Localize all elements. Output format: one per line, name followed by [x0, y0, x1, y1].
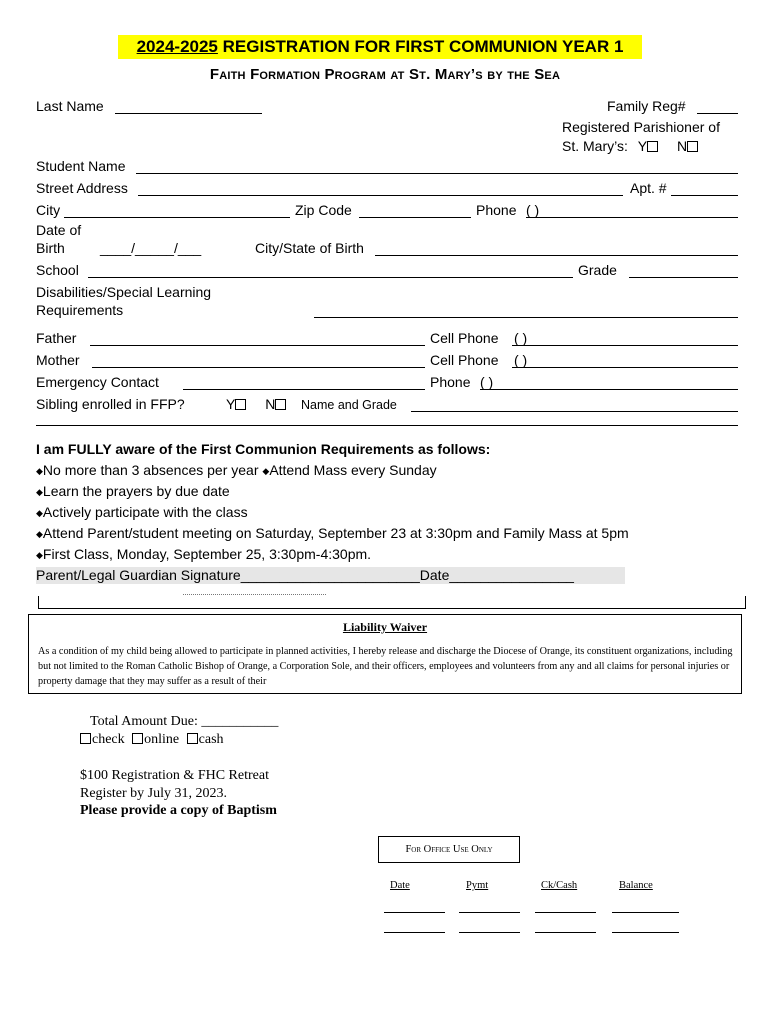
requirement-participate: Actively participate with the class [42, 504, 248, 520]
signature-date-line[interactable]: Parent/Legal Guardian Signature_______________________Date________________ [36, 567, 574, 583]
office-check-cash-field-1[interactable] [535, 912, 596, 913]
city-state-birth-label: City/State of Birth [255, 240, 364, 256]
requirement-mass: Attend Mass every Sunday [269, 462, 437, 478]
last-name-label: Last Name [36, 98, 104, 114]
street-address-label: Street Address [36, 180, 128, 196]
emergency-phone-area-code: ( ) [480, 374, 494, 390]
registered-parishioner-options [562, 138, 699, 155]
zip-label: Zip Code [295, 202, 352, 218]
office-use-title: For Office Use Only [405, 844, 493, 855]
office-use-box [378, 836, 520, 863]
requirement-first-class: First Class, Monday, September 25, 3:30pm-4:30pm. [42, 546, 372, 562]
form-title-highlight [118, 35, 642, 59]
liability-waiver-box [28, 614, 742, 694]
office-date-field-2[interactable] [384, 932, 445, 933]
divider-bracket [38, 596, 746, 609]
sibling-no-checkbox[interactable] [275, 399, 286, 410]
st-marys-label: St. Mary’s: [562, 138, 628, 154]
student-name-label: Student Name [36, 158, 126, 174]
mother-cell-area-code: ( ) [514, 352, 528, 368]
liability-waiver-title: Liability Waiver [342, 620, 428, 634]
office-col-payment: Pymt [466, 880, 489, 891]
title-year: 2024-2025 [136, 37, 218, 56]
mother-cell-field[interactable] [512, 367, 738, 368]
cash-checkbox[interactable] [187, 733, 198, 744]
sibling-no-label: N [265, 396, 276, 412]
registration-deadline: Register by July 31, 2023. [80, 786, 227, 801]
disabilities-label: Disabilities/Special Learning [36, 284, 212, 300]
requirements-heading: I am FULLY aware of the First Communion Requirements as follows: [36, 441, 491, 457]
office-date-field-1[interactable] [384, 912, 445, 913]
family-reg-field[interactable] [697, 113, 738, 114]
birth-label: Birth [36, 240, 65, 256]
city-state-birth-field[interactable] [375, 255, 738, 256]
grade-field[interactable] [629, 277, 738, 278]
no-label: N [677, 138, 688, 154]
sibling-options [226, 396, 287, 413]
date-of-label: Date of [36, 222, 82, 238]
requirement-item-4 [36, 525, 629, 543]
baptism-notice: Please provide a copy of Baptism [80, 803, 277, 818]
phone-area-code: ( ) [526, 202, 540, 218]
liability-waiver-text: As a condition of my child being allowed to participate in planned activities, I hereby release and discharge the Diocese of Orange, its constituent organizations, including but not limited to the Roman Catholic Bishop of Orange, a Corporation Sole, and their officers, employees and volunteers from any and all claims for personal injuries or property damage that they may suffer as a result of their [38, 646, 733, 687]
street-address-field[interactable] [138, 195, 623, 196]
sibling-label: Sibling enrolled in FFP? [36, 396, 185, 412]
sibling-yes-checkbox[interactable] [235, 399, 246, 410]
office-col-balance: Balance [619, 880, 653, 891]
bullet-icon: ◆ [36, 529, 43, 539]
requirement-meeting: Attend Parent/student meeting on Saturday, September 23 at 3:30pm and Family Mass at 5pm [42, 525, 629, 541]
bullet-icon: ◆ [36, 508, 43, 518]
father-cell-area-code: ( ) [514, 330, 528, 346]
city-label: City [36, 202, 61, 218]
cash-label: cash [198, 732, 224, 747]
office-col-date: Date [390, 880, 410, 891]
requirement-prayers: Learn the prayers by due date [42, 483, 230, 499]
sibling-yes-label: Y [226, 396, 236, 412]
requirement-absences: No more than 3 absences per year [42, 462, 263, 478]
bullet-icon: ◆ [36, 487, 43, 497]
emergency-contact-field[interactable] [183, 389, 425, 390]
school-label: School [36, 262, 79, 278]
signature-highlight [36, 567, 625, 584]
form-subtitle: Faith Formation Program at St. Mary’s by the Sea [209, 66, 561, 83]
mother-field[interactable] [92, 367, 425, 368]
requirement-item-1 [36, 462, 437, 480]
zip-field[interactable] [359, 217, 471, 218]
mother-label: Mother [36, 352, 80, 368]
bullet-icon: ◆ [36, 550, 43, 560]
emergency-phone-label: Phone [430, 374, 471, 390]
requirements-label: Requirements [36, 302, 124, 318]
office-balance-field-2[interactable] [612, 932, 679, 933]
mother-cell-label: Cell Phone [430, 352, 499, 368]
emergency-phone-field[interactable] [480, 389, 738, 390]
city-field[interactable] [64, 217, 290, 218]
phone-label: Phone [476, 202, 517, 218]
student-name-field[interactable] [136, 173, 738, 174]
requirement-item-5 [36, 546, 371, 564]
signature-guide [183, 594, 326, 595]
online-checkbox[interactable] [132, 733, 143, 744]
bullet-icon: ◆ [36, 466, 43, 476]
form-title [118, 35, 642, 59]
name-grade-field[interactable] [411, 411, 738, 412]
office-col-check-cash: Ck/Cash [541, 880, 578, 891]
office-payment-field-2[interactable] [459, 932, 520, 933]
check-checkbox[interactable] [80, 733, 91, 744]
title-text: REGISTRATION FOR FIRST COMMUNION YEAR 1 [217, 37, 624, 56]
online-label: online [144, 732, 180, 747]
office-payment-field-1[interactable] [459, 912, 520, 913]
name-grade-field-2[interactable] [36, 425, 738, 426]
yes-label: Y [637, 138, 648, 154]
registered-parishioner-label: Registered Parishioner of [562, 119, 720, 135]
office-check-cash-field-2[interactable] [535, 932, 596, 933]
grade-label: Grade [578, 262, 617, 278]
father-cell-field[interactable] [512, 345, 738, 346]
apt-field[interactable] [671, 195, 738, 196]
birth-date-field[interactable]: ____/_____/___ [100, 240, 202, 256]
payment-method-options [80, 732, 224, 748]
emergency-contact-label: Emergency Contact [36, 374, 159, 390]
father-label: Father [36, 330, 77, 346]
requirement-item-2 [36, 483, 230, 501]
last-name-field[interactable] [115, 113, 262, 114]
requirement-item-3 [36, 504, 248, 522]
school-field[interactable] [88, 277, 573, 278]
yes-checkbox[interactable] [647, 141, 658, 152]
bullet-icon: ◆ [262, 466, 270, 476]
phone-field[interactable] [526, 217, 738, 218]
registration-fee: $100 Registration & FHC Retreat [80, 768, 269, 783]
family-reg-label: Family Reg# [607, 98, 686, 114]
name-grade-label: Name and Grade [301, 398, 397, 412]
father-cell-label: Cell Phone [430, 330, 499, 346]
check-label: check [92, 732, 125, 747]
apt-label: Apt. # [630, 180, 667, 196]
disabilities-field[interactable] [314, 317, 738, 318]
office-balance-field-1[interactable] [612, 912, 679, 913]
father-field[interactable] [90, 345, 425, 346]
no-checkbox[interactable] [687, 141, 698, 152]
total-amount-due: Total Amount Due: ___________ [90, 714, 279, 729]
